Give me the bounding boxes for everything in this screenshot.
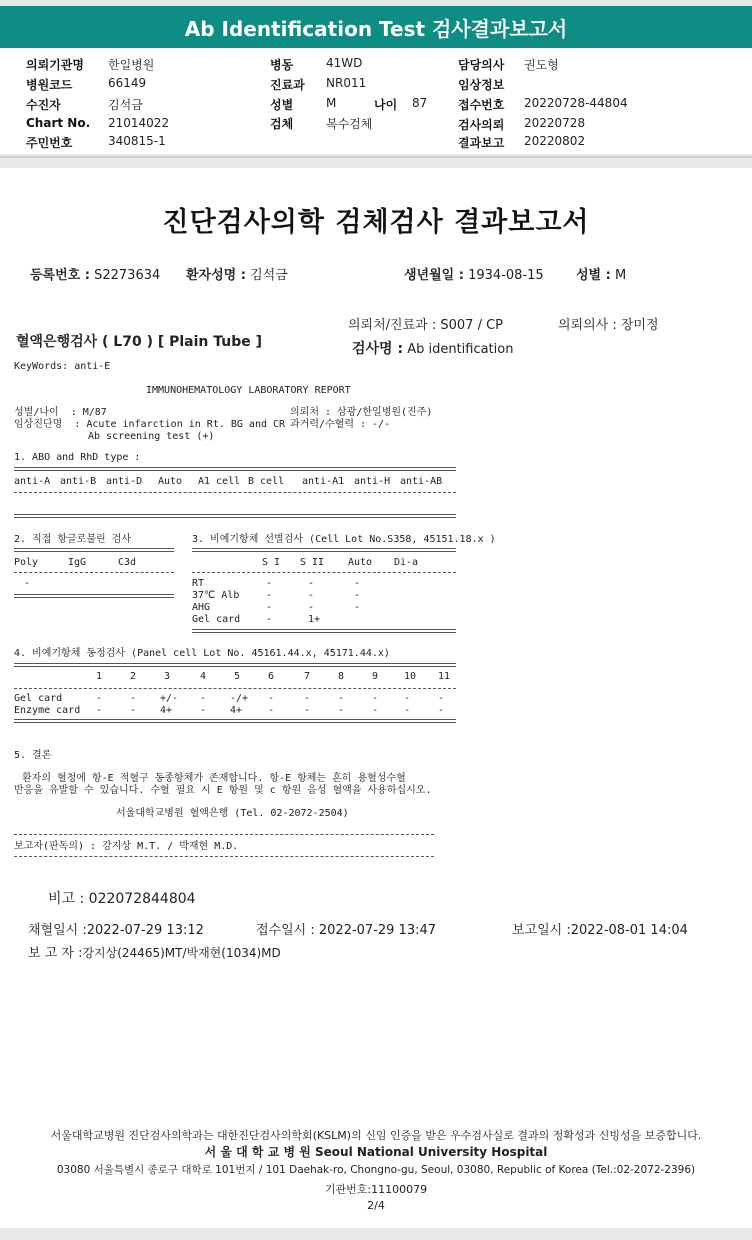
panel-cell: - bbox=[338, 693, 345, 704]
chart-no-label: Chart No. bbox=[26, 116, 91, 130]
panel-col-header: 6 bbox=[268, 671, 275, 682]
screening-cell: 1+ bbox=[308, 614, 321, 625]
resident-no-label: 주민번호 bbox=[26, 136, 73, 150]
accession-value: 20220728-44804 bbox=[524, 96, 628, 110]
screening-cell: - bbox=[308, 602, 315, 613]
diagnosis-line-1: 임상진단명 : Acute infarction in Rt. BG and CR bbox=[14, 419, 286, 430]
patient-name-value: 김석금 bbox=[250, 268, 288, 283]
referral-line: 의뢰처 : 삼광/한일병원(진주) bbox=[290, 407, 433, 418]
header-divider bbox=[0, 156, 752, 158]
collection-time: 채혈일시 :2022-07-29 13:12 bbox=[28, 923, 204, 938]
patient-value: 김석금 bbox=[108, 98, 143, 112]
panel-cell: - bbox=[404, 705, 411, 716]
panel-col-header: 9 bbox=[372, 671, 379, 682]
report-time: 보고일시 :2022-08-01 14:04 bbox=[512, 923, 688, 938]
screening-row-label: RT bbox=[192, 578, 205, 589]
test-group: 혈액은행검사 ( L70 ) [ Plain Tube ] bbox=[16, 334, 263, 350]
panel-col-header: 4 bbox=[200, 671, 207, 682]
screening-col-s1: S I bbox=[262, 557, 281, 568]
ward-label: 병동 bbox=[270, 58, 294, 72]
panel-cell: - bbox=[338, 705, 345, 716]
screening-row-label: Gel card bbox=[192, 614, 241, 625]
screening-section-title: 3. 비예기항체 선별검사 (Cell Lot No.S358, 45151.18.x ) bbox=[192, 534, 496, 545]
sex-age-line: 성별/나이 : M/87 bbox=[14, 407, 107, 418]
panel-cell: - bbox=[96, 705, 103, 716]
requesting-doctor-line: 의뢰의사 : 장미정 bbox=[558, 318, 659, 333]
age-label: 나이 bbox=[374, 98, 398, 112]
report-sex-label: 성별 : bbox=[576, 268, 611, 283]
screening-cell: - bbox=[266, 590, 273, 601]
doctor-value: 권도형 bbox=[524, 58, 559, 72]
hospital-code-value: 66149 bbox=[108, 76, 147, 90]
panel-row-label: Enzyme card bbox=[14, 705, 81, 716]
panel-cell: - bbox=[200, 705, 207, 716]
report-banner-title: Ab Identification Test 검사결과보고서 bbox=[0, 6, 752, 48]
keywords-line: KeyWords: anti-E bbox=[14, 361, 111, 372]
dat-poly-value: - bbox=[24, 578, 31, 589]
specimen-value: 복수검체 bbox=[326, 117, 373, 131]
patient-name-label: 환자성명 : bbox=[186, 268, 246, 283]
doctor-label: 담당의사 bbox=[458, 58, 505, 72]
test-name-label: 검사명 : bbox=[352, 341, 404, 357]
dept-line: 의뢰처/진료과 : S007 / CP bbox=[348, 318, 503, 333]
patient-header bbox=[0, 48, 752, 154]
reg-no-value: S2273634 bbox=[94, 268, 161, 283]
dat-rule-bottom bbox=[14, 594, 174, 598]
screening-rule-bottom bbox=[192, 629, 456, 633]
abo-col-antiB: anti-B bbox=[60, 476, 97, 487]
panel-col-header: 1 bbox=[96, 671, 103, 682]
history-line: 과거력/수혈력 : -/- bbox=[290, 419, 391, 430]
abo-rule-mid bbox=[14, 492, 456, 493]
request-date-value: 20220728 bbox=[524, 116, 586, 130]
screening-rule-mid bbox=[192, 572, 456, 573]
resident-no-value: 340815-1 bbox=[108, 134, 166, 148]
final-reporter-value: 강지상(24465)MT/박재현(1034)MD bbox=[82, 946, 281, 960]
panel-cell: - bbox=[438, 693, 445, 704]
institution-value: 한일병원 bbox=[108, 58, 155, 72]
ward-value: 41WD bbox=[326, 56, 363, 70]
screening-cell: - bbox=[354, 578, 361, 589]
panel-cell: - bbox=[372, 693, 379, 704]
dat-rule-mid bbox=[14, 572, 174, 573]
department-label: 진료과 bbox=[270, 78, 305, 92]
panel-row-label: Gel card bbox=[14, 693, 63, 704]
panel-col-header: 10 bbox=[404, 671, 417, 682]
screening-col-s2: S II bbox=[300, 557, 325, 568]
conclusion-line-1: 환자의 혈청에 항-E 적혈구 동종항체가 존재합니다. 항-E 항체는 흔히 용혈성수혈 bbox=[22, 773, 406, 784]
panel-cell: - bbox=[438, 705, 445, 716]
specimen-label: 검체 bbox=[270, 117, 294, 131]
request-date-label: 검사의뢰 bbox=[458, 118, 505, 132]
final-reporter-label: 보 고 자 : bbox=[28, 946, 83, 961]
reporter-rule-top bbox=[14, 834, 434, 835]
panel-rule-bottom bbox=[14, 719, 456, 723]
dob-label: 생년월일 : bbox=[404, 268, 464, 283]
dat-col-igg: IgG bbox=[68, 557, 87, 568]
panel-cell: - bbox=[96, 693, 103, 704]
abo-rule-bottom bbox=[14, 514, 456, 518]
panel-cell: - bbox=[268, 705, 275, 716]
chart-no-value: 21014022 bbox=[108, 116, 170, 130]
panel-cell: - bbox=[304, 705, 311, 716]
panel-col-header: 8 bbox=[338, 671, 345, 682]
panel-rule-top bbox=[14, 663, 456, 667]
abo-col-antiAB: anti-AB bbox=[400, 476, 443, 487]
dat-col-poly: Poly bbox=[14, 557, 39, 568]
panel-cell: +/- bbox=[160, 693, 179, 704]
screening-rule-top bbox=[192, 548, 456, 552]
conclusion-title: 5. 결론 bbox=[14, 750, 52, 761]
sex-label: 성별 bbox=[270, 98, 294, 112]
dob-value: 1934-08-15 bbox=[468, 268, 544, 283]
panel-col-header: 7 bbox=[304, 671, 311, 682]
patient-label: 수진자 bbox=[26, 98, 61, 112]
panel-rule-mid bbox=[14, 688, 456, 689]
panel-cell: 4+ bbox=[230, 705, 243, 716]
screening-row-label: AHG bbox=[192, 602, 211, 613]
abo-rule-top bbox=[14, 467, 456, 471]
remarks-label: 비고 : bbox=[48, 891, 85, 907]
panel-cell: - bbox=[404, 693, 411, 704]
hospital-address: 03080 서울특별시 종로구 대학로 101번지 / 101 Daehak-ro, Chongno-gu, Seoul, 03080, Republic of Korea (Tel.:02-2072-2396) bbox=[56, 1164, 696, 1176]
panel-section-title: 4. 비예기항체 동정검사 (Panel cell Lot No. 45161.44.x, 45171.44.x) bbox=[14, 648, 390, 659]
abo-col-bcell: B cell bbox=[248, 476, 285, 487]
panel-col-header: 11 bbox=[438, 671, 451, 682]
panel-cell: -/+ bbox=[230, 693, 249, 704]
reg-no-label: 등록번호 : bbox=[30, 268, 90, 283]
hospital-name: 서 울 대 학 교 병 원 Seoul National University Hospital bbox=[204, 1145, 548, 1159]
screening-col-auto: Auto bbox=[348, 557, 373, 568]
panel-col-header: 5 bbox=[234, 671, 241, 682]
screening-cell: - bbox=[266, 578, 273, 589]
sex-value: M bbox=[326, 96, 337, 110]
screening-cell: - bbox=[354, 590, 361, 601]
abo-col-antiD: anti-D bbox=[106, 476, 143, 487]
abo-col-antiA: anti-A bbox=[14, 476, 51, 487]
clinical-info-label: 임상정보 bbox=[458, 78, 505, 92]
reporter-rule-bottom bbox=[14, 856, 434, 857]
screening-cell: - bbox=[354, 602, 361, 613]
panel-cell: - bbox=[268, 693, 275, 704]
institution-label: 의뢰기관명 bbox=[26, 58, 84, 72]
remarks-value: 022072844804 bbox=[88, 891, 196, 907]
test-name-value: Ab identification bbox=[407, 342, 514, 357]
screening-cell: - bbox=[308, 590, 315, 601]
department-value: NR011 bbox=[326, 76, 367, 90]
abo-col-antiA1: anti-A1 bbox=[302, 476, 345, 487]
blood-bank-line: 서울대학교병원 혈액은행 (Tel. 02-2072-2504) bbox=[116, 808, 349, 819]
panel-cell: 4+ bbox=[160, 705, 173, 716]
panel-cell: - bbox=[130, 693, 137, 704]
panel-cell: - bbox=[200, 693, 207, 704]
dat-rule-top bbox=[14, 548, 174, 552]
dat-section-title: 2. 직접 항글로불린 검사 bbox=[14, 534, 132, 545]
diagnosis-line-2: Ab screening test (+) bbox=[88, 431, 215, 442]
screening-row-label: 37℃ Alb bbox=[192, 590, 240, 601]
accession-label: 접수번호 bbox=[458, 98, 505, 112]
report-title: 진단검사의학 검체검사 결과보고서 bbox=[162, 207, 590, 238]
conclusion-line-2: 반응을 유발할 수 있습니다. 수혈 필요 시 E 항원 및 c 항원 음성 혈액을 사용하십시오. bbox=[14, 785, 432, 796]
panel-cell: - bbox=[130, 705, 137, 716]
institution-number: 기관번호:11100079 bbox=[324, 1183, 428, 1196]
panel-col-header: 2 bbox=[130, 671, 137, 682]
receipt-time: 접수일시 : 2022-07-29 13:47 bbox=[256, 923, 437, 938]
report-sex-value: M bbox=[614, 268, 627, 283]
reporter-line: 보고자(판독의) : 강지상 M.T. / 박재현 M.D. bbox=[14, 841, 239, 852]
panel-col-header: 3 bbox=[164, 671, 171, 682]
lab-heading: IMMUNOHEMATOLOGY LABORATORY REPORT bbox=[146, 385, 351, 396]
report-date-value: 20220802 bbox=[524, 134, 586, 148]
abo-col-antiH: anti-H bbox=[354, 476, 391, 487]
panel-cell: - bbox=[304, 693, 311, 704]
abo-col-auto: Auto bbox=[158, 476, 183, 487]
abo-col-a1cell: A1 cell bbox=[198, 476, 241, 487]
page-number: 2/4 bbox=[367, 1199, 385, 1212]
screening-cell: - bbox=[266, 602, 273, 613]
screening-col-dia: Di-a bbox=[394, 557, 419, 568]
age-value: 87 bbox=[412, 96, 428, 110]
dat-col-c3d: C3d bbox=[118, 557, 137, 568]
screening-cell: - bbox=[266, 614, 273, 625]
screening-cell: - bbox=[308, 578, 315, 589]
panel-cell: - bbox=[372, 705, 379, 716]
abo-section-title: 1. ABO and RhD type : bbox=[14, 452, 141, 463]
report-date-label: 결과보고 bbox=[458, 136, 505, 150]
hospital-code-label: 병원코드 bbox=[26, 78, 73, 92]
certification-note: 서울대학교병원 진단검사의학과는 대한진단검사의학회(KSLM)의 신임 인증을 받은 우수검사실로 결과의 정확성과 신빙성을 보증합니다. bbox=[50, 1129, 702, 1142]
